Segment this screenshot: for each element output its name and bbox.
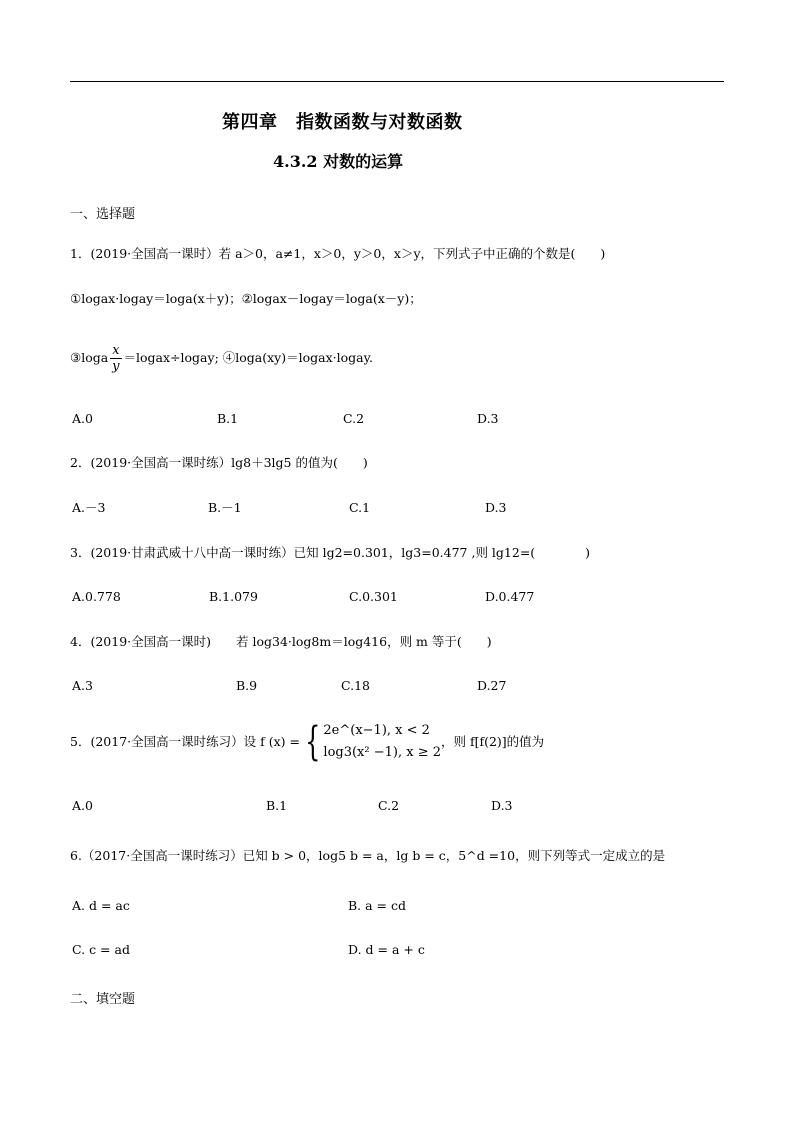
question-3-stem: 3．(2019·甘肃武威十八中高一课时练）已知 lg2=0.301，lg3=0.477 ,则 lg12=( ) xyxy=(70,545,591,560)
q6-option-c: C. c = ad xyxy=(72,942,130,957)
q5-suffix: ，则 f[f(2)]的值为 xyxy=(441,734,545,749)
q5-left-brace: { xyxy=(305,719,321,765)
q1-line2-suffix: ＝logax÷logay; ④loga(xy)＝logax·logay. xyxy=(123,350,373,365)
q6-option-d: D. d = a + c xyxy=(348,942,425,957)
q1-option-c: C.2 xyxy=(343,411,365,426)
q5-option-a: A.0 xyxy=(72,798,93,813)
q5-piecewise-cases xyxy=(323,720,441,764)
q3-option-a: A.0.778 xyxy=(72,589,121,604)
q1-fraction-num: x xyxy=(112,343,120,358)
question-4-stem: 4．(2019·全国高一课时) 若 log34·log8m＝log416，则 m 等于( ) xyxy=(70,634,492,649)
question-1-line1: ①logax·logay＝loga(x＋y)；②logax－logay＝loga(x－y)； xyxy=(70,291,422,306)
section-title: 4.3.2 对数的运算 xyxy=(273,152,404,171)
q2-option-c: C.1 xyxy=(349,500,371,515)
q1-fraction xyxy=(110,343,121,374)
question-1-stem: 1．(2019·全国高一课时）若 a＞0，a≠1，x＞0，y＞0，x＞y，下列式子中正确的个数是( ) xyxy=(70,246,606,261)
section-heading-fill: 二、填空题 xyxy=(70,992,136,1007)
q2-option-d: D.3 xyxy=(485,500,507,515)
q4-option-a: A.3 xyxy=(72,678,93,693)
q1-fraction-den: y xyxy=(112,359,120,374)
q6-option-b: B. a = cd xyxy=(348,898,407,913)
q6-option-a: A. d = ac xyxy=(72,898,130,913)
q1-option-d: D.3 xyxy=(477,411,499,426)
q5-case-1: 2e^(x−1), x < 2 xyxy=(323,723,430,738)
question-6-stem: 6.（2017·全国高一课时练习）已知 b > 0，log5 b = a，lg b = c，5^d =10，则下列等式一定成立的是 xyxy=(70,848,666,863)
q4-option-c: C.18 xyxy=(341,678,370,693)
q4-option-d: D.27 xyxy=(477,678,507,693)
section-heading-choice: 一、选择题 xyxy=(70,207,136,222)
q3-option-b: B.1.079 xyxy=(209,589,258,604)
q3-option-c: C.0.301 xyxy=(349,589,398,604)
q5-option-d: D.3 xyxy=(491,798,513,813)
q1-option-b: B.1 xyxy=(217,411,239,426)
header-rule xyxy=(70,81,724,82)
q1-line2-prefix: ③loga xyxy=(70,350,109,365)
q5-option-c: C.2 xyxy=(378,798,400,813)
q5-case-2: log3(x² −1), x ≥ 2 xyxy=(323,745,441,760)
q5-prefix: 5．(2017·全国高一课时练习）设 f (x) = xyxy=(70,734,300,749)
question-5-stem xyxy=(70,720,544,764)
q4-option-b: B.9 xyxy=(236,678,258,693)
question-1-line2 xyxy=(70,343,373,374)
chapter-title: 第四章 指数函数与对数函数 xyxy=(222,112,463,133)
q5-option-b: B.1 xyxy=(266,798,288,813)
q1-option-a: A.0 xyxy=(72,411,93,426)
q2-option-b: B.－1 xyxy=(208,500,242,515)
q2-option-a: A.－3 xyxy=(72,500,106,515)
question-2-stem: 2．(2019·全国高一课时练）lg8＋3lg5 的值为( ) xyxy=(70,455,368,470)
q3-option-d: D.0.477 xyxy=(485,589,535,604)
